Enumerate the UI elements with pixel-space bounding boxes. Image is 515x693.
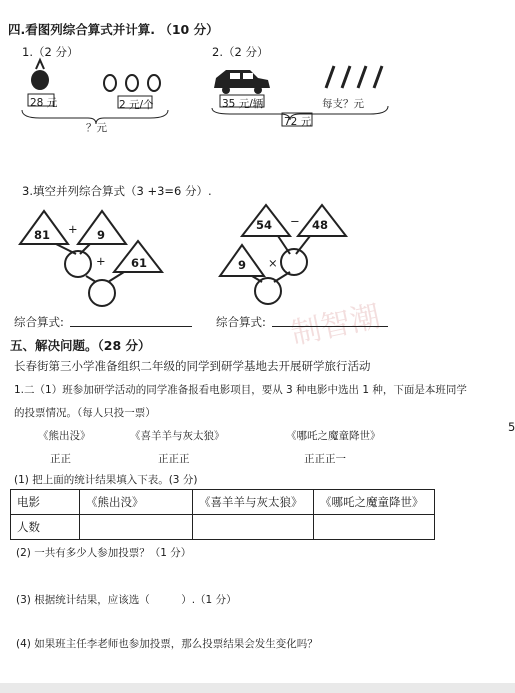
formula-blank-left[interactable] [70, 326, 192, 327]
q1-line1: 1.二（1）班参加研学活动的同学准备报看电影项目，要从 3 种电影中选出 1 种，下面是本班同学 [14, 384, 467, 396]
car-icon [214, 70, 270, 94]
pen-icons [326, 66, 382, 88]
q1-line2: 的投票情况。（每人只投一票） [14, 407, 156, 419]
question-4: (4) 如果班主任李老师也参加投票，那么投票结果会发生变化吗？ [16, 638, 318, 650]
section4-heading: 四.看图列综合算式并计算. （10 分） [8, 22, 219, 37]
q2-total-box: 72 元 [284, 116, 312, 128]
table-col-2: 《喜羊羊与灰太狼》 [193, 490, 314, 515]
section5-heading: 五、解决问题。（28 分） [10, 338, 151, 353]
section5-intro: 长春街第三小学准备组织二年级的同学到研学基地去开展研学旅行活动 [14, 359, 371, 373]
tally-mark-3: 正正正一 [304, 453, 346, 465]
table-row-label: 人数 [11, 515, 80, 540]
bottom-bar [0, 683, 515, 693]
side-mark: 5 [508, 420, 515, 434]
tally-mark-1: 正正 [50, 453, 71, 465]
table-cell-1[interactable] [80, 515, 193, 540]
left-right-number: 61 [131, 256, 148, 270]
left-op1: + [68, 222, 78, 236]
q1-count-box: 2 元/个 [119, 99, 154, 111]
question-2: (2) 一共有多少人参加投票？（1 分） [16, 547, 192, 559]
table-header-label: 电影 [11, 490, 80, 515]
q1-label: 1.（2 分） [22, 45, 79, 59]
q1-total: ？元 [86, 122, 107, 134]
vote-table [10, 489, 435, 540]
formula-label-left: 综合算式: [14, 315, 64, 329]
left-top-left-number: 81 [34, 228, 51, 242]
right-top-right-number: 48 [312, 218, 329, 232]
table-prompt: (1) 把上面的统计结果填入下表。(3 分) [14, 474, 198, 486]
left-top-right-number: 9 [97, 228, 106, 242]
q2-car-box: 35 元/辆 [222, 98, 264, 110]
table-cell-2[interactable] [193, 515, 314, 540]
right-left-number: 9 [238, 258, 247, 272]
table-row [11, 515, 435, 540]
table-col-1: 《熊出没》 [80, 490, 193, 515]
formula-blank-right[interactable] [272, 326, 388, 327]
tally-mark-2: 正正正 [158, 453, 190, 465]
ball-icons [104, 75, 160, 91]
table-header-row [11, 490, 435, 515]
q1-price-box: 28 元 [30, 97, 58, 109]
formula-label-right: 综合算式: [216, 315, 266, 329]
tally-movie-3: 《哪吒之魔童降世》 [286, 430, 381, 442]
right-op1: − [290, 214, 300, 228]
fruit-icon [31, 60, 49, 90]
question-3: (3) 根据统计结果，应该选（ ）.（1 分） [16, 594, 237, 606]
q2-label: 2.（2 分） [212, 45, 269, 59]
right-top-left-number: 54 [256, 218, 273, 232]
watermark: 制智潮 [288, 298, 384, 352]
q2-pen-box: 每支？元 [322, 98, 364, 110]
tally-movie-2: 《喜羊羊与灰太狼》 [130, 430, 225, 442]
right-op2: × [268, 256, 278, 270]
q3-heading: 3.填空并列综合算式（3 +3=6 分）. [22, 184, 212, 198]
table-col-3: 《哪吒之魔童降世》 [314, 490, 435, 515]
left-op2: + [96, 254, 106, 268]
table-cell-3[interactable] [314, 515, 435, 540]
tally-movie-1: 《熊出没》 [38, 430, 91, 442]
